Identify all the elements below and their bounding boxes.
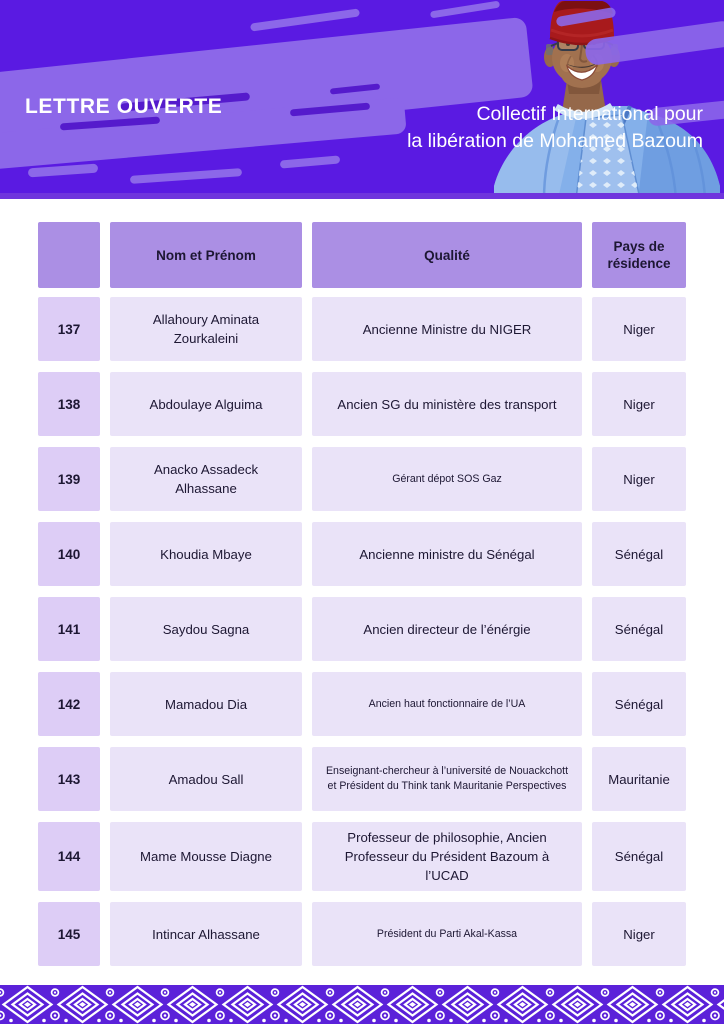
cell-quality: Président du Parti Akal-Kassa <box>312 902 582 966</box>
cell-quality: Ancien directeur de l’énérgie <box>312 597 582 661</box>
cell-name: Mamadou Dia <box>110 672 302 736</box>
cell-country: Niger <box>592 447 686 511</box>
brush-stroke <box>250 8 360 31</box>
page-title: LETTRE OUVERTE <box>25 95 223 119</box>
cell-name: Khoudia Mbaye <box>110 522 302 586</box>
subtitle-line-2: la libération de Mohamed Bazoum <box>407 130 703 152</box>
cell-quality: Ancienne ministre du Sénégal <box>312 522 582 586</box>
column-header-pays-de-residence: Pays de résidence <box>592 222 686 288</box>
signatories-table <box>38 222 686 977</box>
table-row <box>38 522 686 586</box>
cell-country: Mauritanie <box>592 747 686 811</box>
table-header-row <box>38 222 686 288</box>
cell-num: 143 <box>38 747 100 811</box>
cell-num: 140 <box>38 522 100 586</box>
cell-num: 145 <box>38 902 100 966</box>
cell-quality: Gérant dépot SOS Gaz <box>312 447 582 511</box>
cell-name: Allahoury Aminata Zourkaleini <box>110 297 302 361</box>
cell-name: Anacko Assadeck Alhassane <box>110 447 302 511</box>
brush-stroke <box>28 164 98 178</box>
table-row <box>38 747 686 811</box>
cell-country: Sénégal <box>592 672 686 736</box>
cell-name: Amadou Sall <box>110 747 302 811</box>
table-row <box>38 297 686 361</box>
cell-quality: Enseignant-chercheur à l’université de Nouackchott et Président du Think tank Mauritanie Perspectives <box>312 747 582 811</box>
cell-num: 139 <box>38 447 100 511</box>
brush-stroke <box>130 168 242 184</box>
cell-quality: Ancien SG du ministère des transport <box>312 372 582 436</box>
column-header-nom-et-prenom: Nom et Prénom <box>110 222 302 288</box>
header-banner <box>0 0 724 199</box>
table-body <box>38 297 686 966</box>
table-row <box>38 672 686 736</box>
cell-country: Niger <box>592 372 686 436</box>
cell-num: 138 <box>38 372 100 436</box>
cell-num: 142 <box>38 672 100 736</box>
table-row <box>38 822 686 891</box>
table-row <box>38 447 686 511</box>
cell-quality: Professeur de philosophie, Ancien Professeur du Président Bazoum à l’UCAD <box>312 822 582 891</box>
cell-name: Saydou Sagna <box>110 597 302 661</box>
table-row <box>38 372 686 436</box>
cell-country: Sénégal <box>592 822 686 891</box>
cell-num: 144 <box>38 822 100 891</box>
brush-stroke <box>280 155 340 168</box>
subtitle-line-1: Collectif International pour <box>476 103 703 125</box>
cell-num: 141 <box>38 597 100 661</box>
cell-name: Intincar Alhassane <box>110 902 302 966</box>
cell-country: Niger <box>592 902 686 966</box>
column-header-qualite: Qualité <box>312 222 582 288</box>
cell-quality: Ancienne Ministre du NIGER <box>312 297 582 361</box>
cell-name: Abdoulaye Alguima <box>110 372 302 436</box>
footer-pattern-band <box>0 985 724 1024</box>
cell-country: Sénégal <box>592 522 686 586</box>
cell-country: Niger <box>592 297 686 361</box>
cell-country: Sénégal <box>592 597 686 661</box>
table-row <box>38 902 686 966</box>
cell-quality: Ancien haut fonctionnaire de l’UA <box>312 672 582 736</box>
cell-name: Mame Mousse Diagne <box>110 822 302 891</box>
column-header-empty <box>38 222 100 288</box>
cell-num: 137 <box>38 297 100 361</box>
header-bottom-edge <box>0 193 724 199</box>
header-subtitle <box>407 101 703 155</box>
table-row <box>38 597 686 661</box>
